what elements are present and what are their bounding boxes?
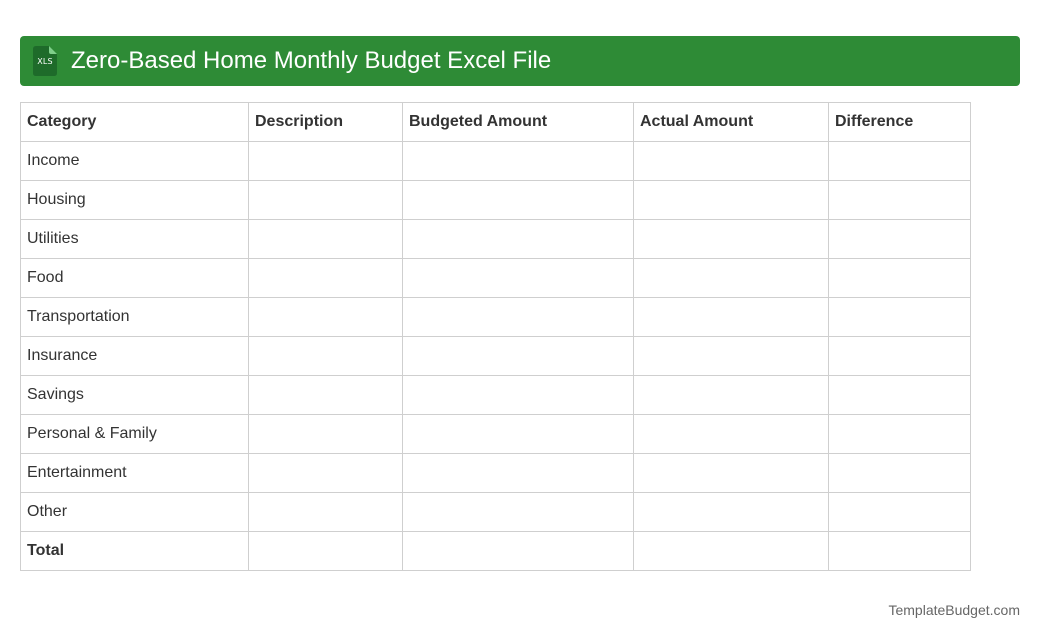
actual-amount-cell: [634, 454, 829, 493]
actual-amount-cell: [634, 337, 829, 376]
table-row: [21, 454, 971, 493]
actual-amount-cell: [634, 298, 829, 337]
difference-cell: [829, 532, 971, 571]
file-type-label: XLS: [37, 57, 53, 66]
budgeted-amount-cell: [403, 142, 634, 181]
table-row: [21, 376, 971, 415]
difference-cell: [829, 493, 971, 532]
description-cell: [249, 493, 403, 532]
description-cell: [249, 337, 403, 376]
description-cell: [249, 181, 403, 220]
table-row: [21, 415, 971, 454]
description-cell: [249, 259, 403, 298]
title-banner: [20, 36, 1020, 86]
table-row: [21, 259, 971, 298]
footer-brand: TemplateBudget.com: [888, 602, 1020, 618]
total-row: [21, 532, 971, 571]
category-cell: Other: [21, 493, 249, 532]
budgeted-amount-cell: [403, 220, 634, 259]
category-cell: Total: [21, 532, 249, 571]
excel-file-icon: [33, 46, 57, 76]
category-cell: Transportation: [21, 298, 249, 337]
budgeted-amount-cell: [403, 532, 634, 571]
table-row: [21, 298, 971, 337]
column-header-budgeted-amount: Budgeted Amount: [403, 103, 634, 142]
difference-cell: [829, 415, 971, 454]
category-cell: Utilities: [21, 220, 249, 259]
difference-cell: [829, 337, 971, 376]
table-row: [21, 220, 971, 259]
table-row: [21, 142, 971, 181]
actual-amount-cell: [634, 376, 829, 415]
column-header-difference: Difference: [829, 103, 971, 142]
description-cell: [249, 415, 403, 454]
difference-cell: [829, 376, 971, 415]
actual-amount-cell: [634, 259, 829, 298]
column-header-category: Category: [21, 103, 249, 142]
description-cell: [249, 142, 403, 181]
actual-amount-cell: [634, 142, 829, 181]
budgeted-amount-cell: [403, 298, 634, 337]
budgeted-amount-cell: [403, 376, 634, 415]
category-cell: Savings: [21, 376, 249, 415]
budgeted-amount-cell: [403, 454, 634, 493]
description-cell: [249, 532, 403, 571]
category-cell: Food: [21, 259, 249, 298]
page-title: Zero-Based Home Monthly Budget Excel File: [71, 47, 552, 74]
category-cell: Income: [21, 142, 249, 181]
budgeted-amount-cell: [403, 493, 634, 532]
category-cell: Housing: [21, 181, 249, 220]
budgeted-amount-cell: [403, 259, 634, 298]
table-row: [21, 493, 971, 532]
actual-amount-cell: [634, 493, 829, 532]
table-header-row: [21, 103, 971, 142]
description-cell: [249, 454, 403, 493]
category-cell: Insurance: [21, 337, 249, 376]
actual-amount-cell: [634, 415, 829, 454]
column-header-description: Description: [249, 103, 403, 142]
description-cell: [249, 376, 403, 415]
table-row: [21, 181, 971, 220]
difference-cell: [829, 454, 971, 493]
difference-cell: [829, 181, 971, 220]
budget-table: [20, 102, 971, 571]
budgeted-amount-cell: [403, 181, 634, 220]
difference-cell: [829, 220, 971, 259]
difference-cell: [829, 142, 971, 181]
description-cell: [249, 220, 403, 259]
difference-cell: [829, 298, 971, 337]
actual-amount-cell: [634, 532, 829, 571]
difference-cell: [829, 259, 971, 298]
column-header-actual-amount: Actual Amount: [634, 103, 829, 142]
budgeted-amount-cell: [403, 337, 634, 376]
budgeted-amount-cell: [403, 415, 634, 454]
category-cell: Personal & Family: [21, 415, 249, 454]
description-cell: [249, 298, 403, 337]
actual-amount-cell: [634, 220, 829, 259]
category-cell: Entertainment: [21, 454, 249, 493]
actual-amount-cell: [634, 181, 829, 220]
table-row: [21, 337, 971, 376]
